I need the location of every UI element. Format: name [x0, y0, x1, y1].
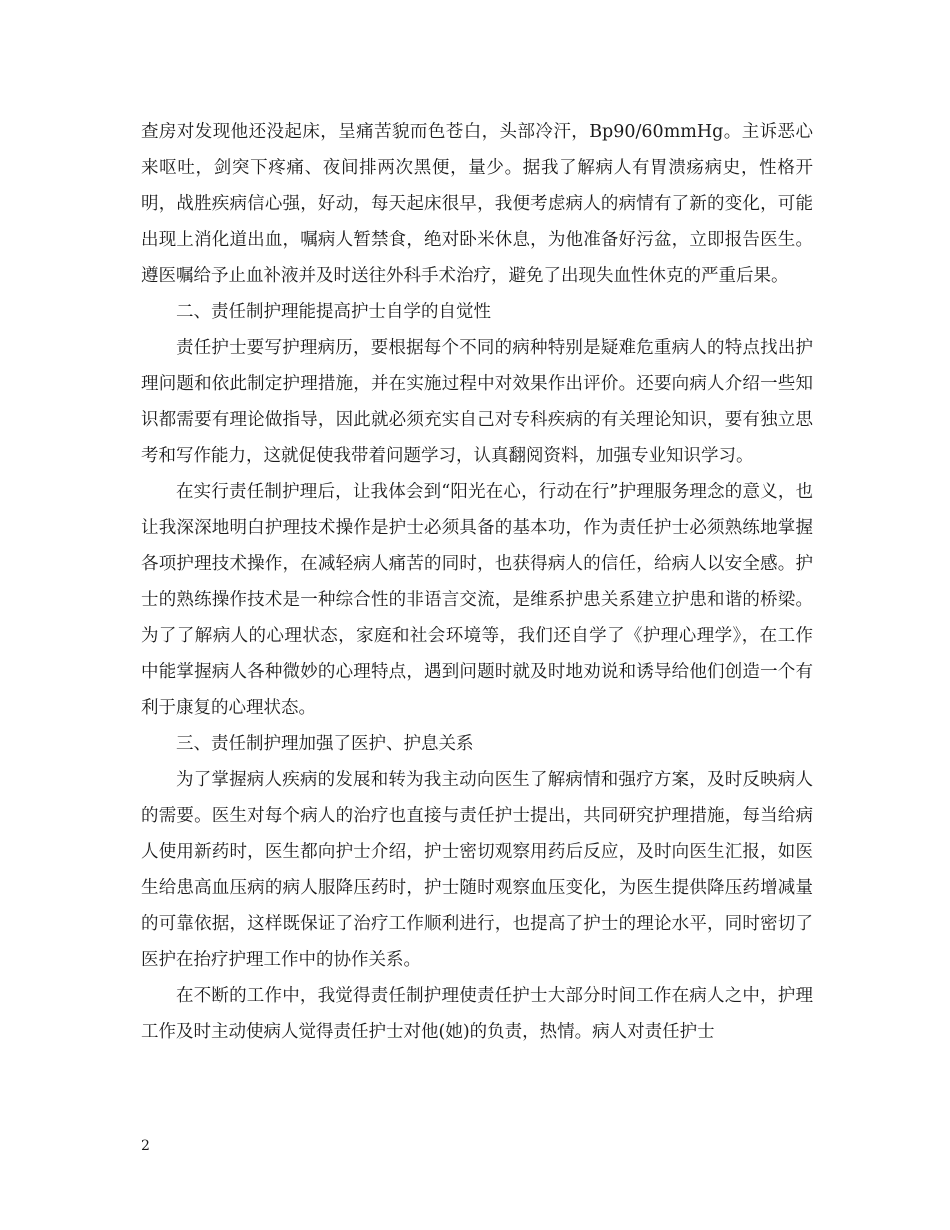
paragraph: 为了掌握病人疾病的发展和转为我主动向医生了解病情和强疗方案，及时反映病人的需要。医生对每个病人的治疗也直接与责任护士提出，共同研究护理措施，每当给病人使用新药时，医生都向护士介绍，护士密切观察用药后反应，及时向医生汇报，如医生给患高血压病的病人服降压药时，护士随时观察血压变化，为医生提供降压药增减量的可靠依据，这样既保证了治疗工作顺利进行，也提高了护士的理论水平，同时密切了医护在抬疗护理工作中的协作关系。 — [141, 770, 813, 970]
page-number: 2 — [141, 1138, 150, 1154]
paragraph: 在实行责任制护理后，让我体会到“阳光在心，行动在行”护理服务理念的意义，也让我深深地明白护理技术操作是护士必须具备的基本功，作为责任护士必须熟练地掌握各项护理技术操作，在减轻病人痛苦的同时，也获得病人的信任，给病人以安全感。护士的熟练操作技术是一种综合性的非语言交流，是维系护患关系建立护患和谐的桥梁。为了了解病人的心理状态，家庭和社会环境等，我们还自学了《护理心理学》，在工作中能掌握病人各种微妙的心理特点，遇到问题时就及时地劝说和诱导给他们创造一个有利于康复的心理状态。 — [141, 482, 813, 718]
paragraph-continued: 查房对发现他还没起床，呈痛苦貌而色苍白，头部冷汗，Bp90/60mmHg。主诉恶心来呕吐，剑突下疼痛、夜间排两次黑便，量少。据我了解病人有胃溃疡病史，性格开明，战胜疾病信心强，好动，每天起床很早，我便考虑病人的病情有了新的变化，可能出现上消化道出血，嘱病人暂禁食，绝对卧米休息，为他准备好污盆，立即报告医生。遵医嘱给予止血补液并及时送往外科手术治疗，避免了出现失血性休克的严重后果。 — [141, 122, 813, 286]
section-heading-2: 二、责任制护理能提高护士自学的自觉性 — [176, 302, 491, 322]
paragraph: 责任护士要写护理病历，要根据每个不同的病种特别是疑难危重病人的特点找出护理问题和依此制定护理措施，并在实施过程中对效果作出评价。还要向病人介绍一些知识都需要有理论做指导，因此就必须充实自己对专科疾病的有关理论知识，要有独立思考和写作能力，这就促使我带着问题学习，认真翻阅资料，加强专业知识学习。 — [141, 338, 813, 466]
paragraph: 在不断的工作中，我觉得责任制护理使责任护士大部分时间工作在病人之中，护理工作及时主动使病人觉得责任护士对他(她)的负责，热情。病人对责任护士 — [141, 986, 813, 1042]
document-body — [141, 114, 813, 1050]
section-heading-3: 三、责任制护理加强了医护、护息关系 — [176, 734, 474, 754]
